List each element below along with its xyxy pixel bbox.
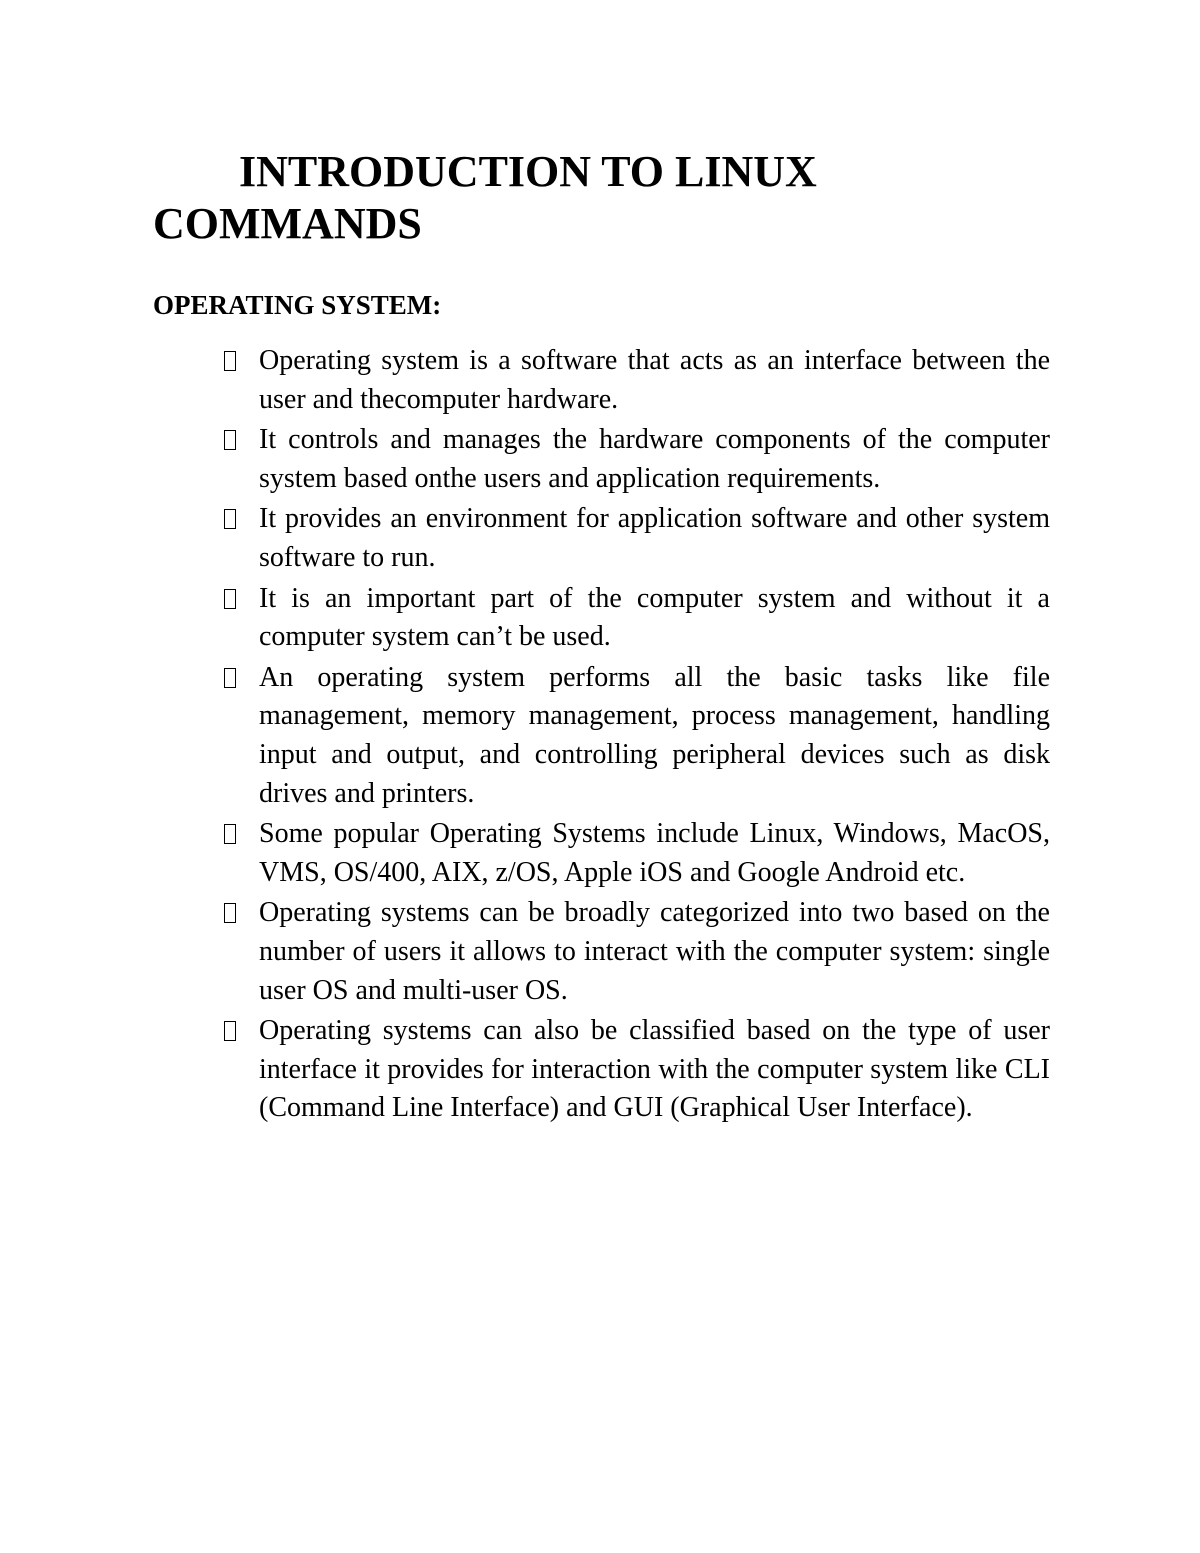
list-item [222,580,1050,657]
bullet-text: It controls and manages the hardware components of the computer system based onthe users and application requirements. [259,424,1050,494]
list-item [222,815,1050,892]
list-item [222,659,1050,813]
bullet-text: An operating system performs all the basic tasks like file management, memory management, process management, handling input and output, and controlling peripheral devices such as disk drives and printers. [259,661,1050,809]
list-item [222,342,1050,419]
square-bullet-icon [224,509,236,529]
square-bullet-icon [224,824,236,844]
square-bullet-icon [224,1021,236,1041]
section-heading: OPERATING SYSTEM: [153,290,442,320]
square-bullet-icon [224,903,236,923]
list-item [222,500,1050,577]
bullet-text: It provides an environment for application software and other system software to run. [259,503,1050,573]
bullet-text: Some popular Operating Systems include Linux, Windows, MacOS, VMS, OS/400, AIX, z/OS, Apple iOS and Google Android etc. [259,818,1050,888]
bullet-text: Operating systems can be broadly categorized into two based on the number of users it allows to interact with the computer system: single user OS and multi-user OS. [259,897,1050,1006]
square-bullet-icon [224,430,236,450]
square-bullet-icon [224,351,236,371]
bullet-text: Operating systems can also be classified based on the type of user interface it provides for interaction with the computer system like CLI (Command Line Interface) and GUI (Graphical User Interface). [259,1015,1050,1124]
bullet-text: Operating system is a software that acts as an interface between the user and thecomputer hardware. [259,345,1050,415]
list-item [222,421,1050,498]
square-bullet-icon [224,589,236,609]
list-item [222,1012,1050,1128]
square-bullet-icon [224,668,236,688]
bullet-list [222,342,1050,1130]
bullet-text: It is an important part of the computer system and without it a computer system can’t be used. [259,582,1050,653]
list-item [222,894,1050,1010]
page-title: INTRODUCTION TO LINUX COMMANDS [153,147,817,248]
